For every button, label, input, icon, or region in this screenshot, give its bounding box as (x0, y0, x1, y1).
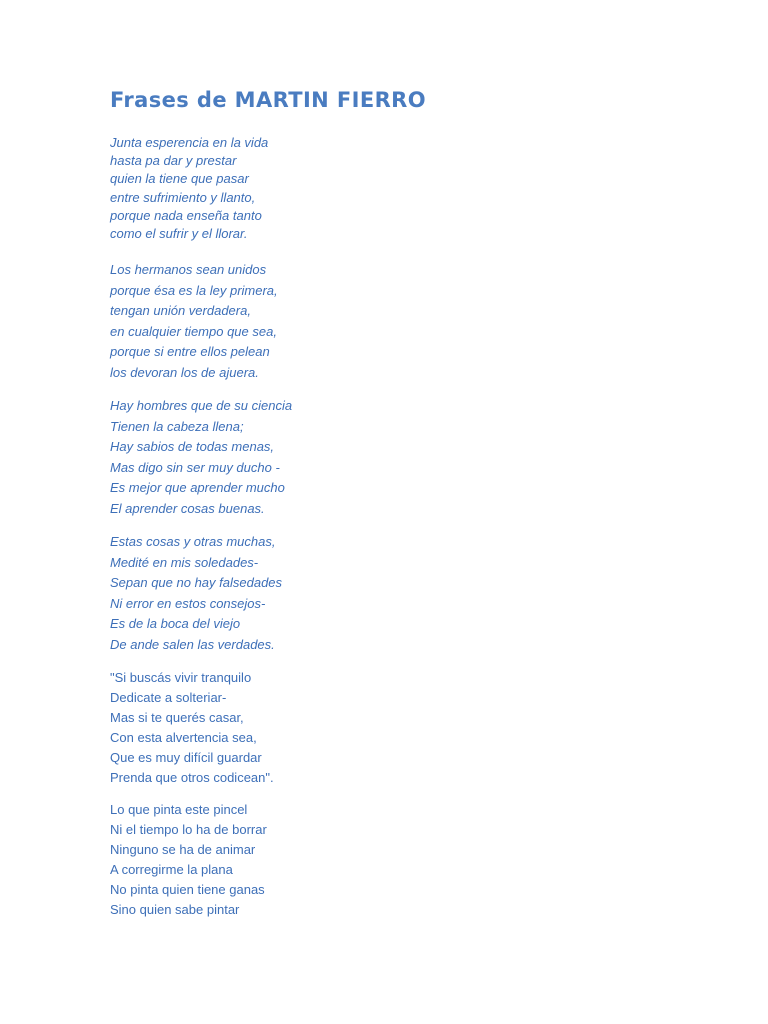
poem-line: Prenda que otros codicean". (110, 770, 274, 785)
poem-line: Es de la boca del viejo (110, 616, 241, 632)
poem-line: A corregirme la plana (110, 862, 233, 877)
stanza-6 (110, 800, 267, 920)
poem-line: Ni error en estos consejos- (110, 595, 266, 611)
poem-line: entre sufrimiento y llanto, (110, 189, 256, 205)
page-title: Frases de MARTIN FIERRO (110, 88, 426, 112)
poem-line: Sino quien sabe pintar (110, 902, 240, 917)
stanza-1 (110, 134, 268, 243)
poem-line: porque ésa es la ley primera, (110, 282, 278, 298)
poem-line: los devoran los de ajuera. (110, 364, 259, 380)
poem-line: Sepan que no hay falsedades (110, 575, 283, 591)
stanza-5 (110, 668, 274, 788)
poem-line: Ni el tiempo lo ha de borrar (110, 822, 267, 837)
poem-line: Es mejor que aprender mucho (110, 480, 285, 496)
poem-line: en cualquier tiempo que sea, (110, 323, 277, 339)
poem-line: porque nada enseña tanto (110, 207, 262, 223)
poem-line: Dedicate a solteriar- (110, 690, 227, 705)
poem-line: Lo que pinta este pincel (110, 802, 248, 817)
poem-line: Tienen la cabeza llena; (110, 418, 244, 434)
poem-line: Con esta alvertencia sea, (110, 730, 257, 745)
poem-line: Junta esperencia en la vida (110, 135, 269, 150)
poem-line: Los hermanos sean unidos (110, 262, 267, 277)
poem-line: Mas si te querés casar, (110, 710, 244, 725)
stanza-4 (110, 532, 282, 656)
stanza-2 (110, 260, 278, 384)
poem-line: Hay hombres que de su ciencia (110, 398, 293, 413)
stanza-3 (110, 396, 292, 520)
poem-line: Estas cosas y otras muchas, (110, 534, 276, 549)
poem-line: Hay sabios de todas menas, (110, 439, 275, 455)
poem-line: Medité en mis soledades- (110, 554, 259, 570)
poem-line: No pinta quien tiene ganas (110, 882, 265, 897)
poem-line: "Si buscás vivir tranquilo (110, 670, 252, 685)
poem-line: Que es muy difícil guardar (110, 750, 262, 765)
poem-line: Mas digo sin ser muy ducho - (110, 459, 280, 475)
poem-line: tengan unión verdadera, (110, 303, 251, 319)
poem-line: Ninguno se ha de animar (110, 842, 256, 857)
poem-line: hasta pa dar y prestar (110, 153, 237, 169)
poem-line: El aprender cosas buenas. (110, 500, 265, 516)
poem-line: como el sufrir y el llorar. (110, 225, 248, 241)
poem-line: quien la tiene que pasar (110, 171, 249, 187)
poem-line: De ande salen las verdades. (110, 636, 275, 652)
poem-line: porque si entre ellos pelean (110, 344, 270, 360)
